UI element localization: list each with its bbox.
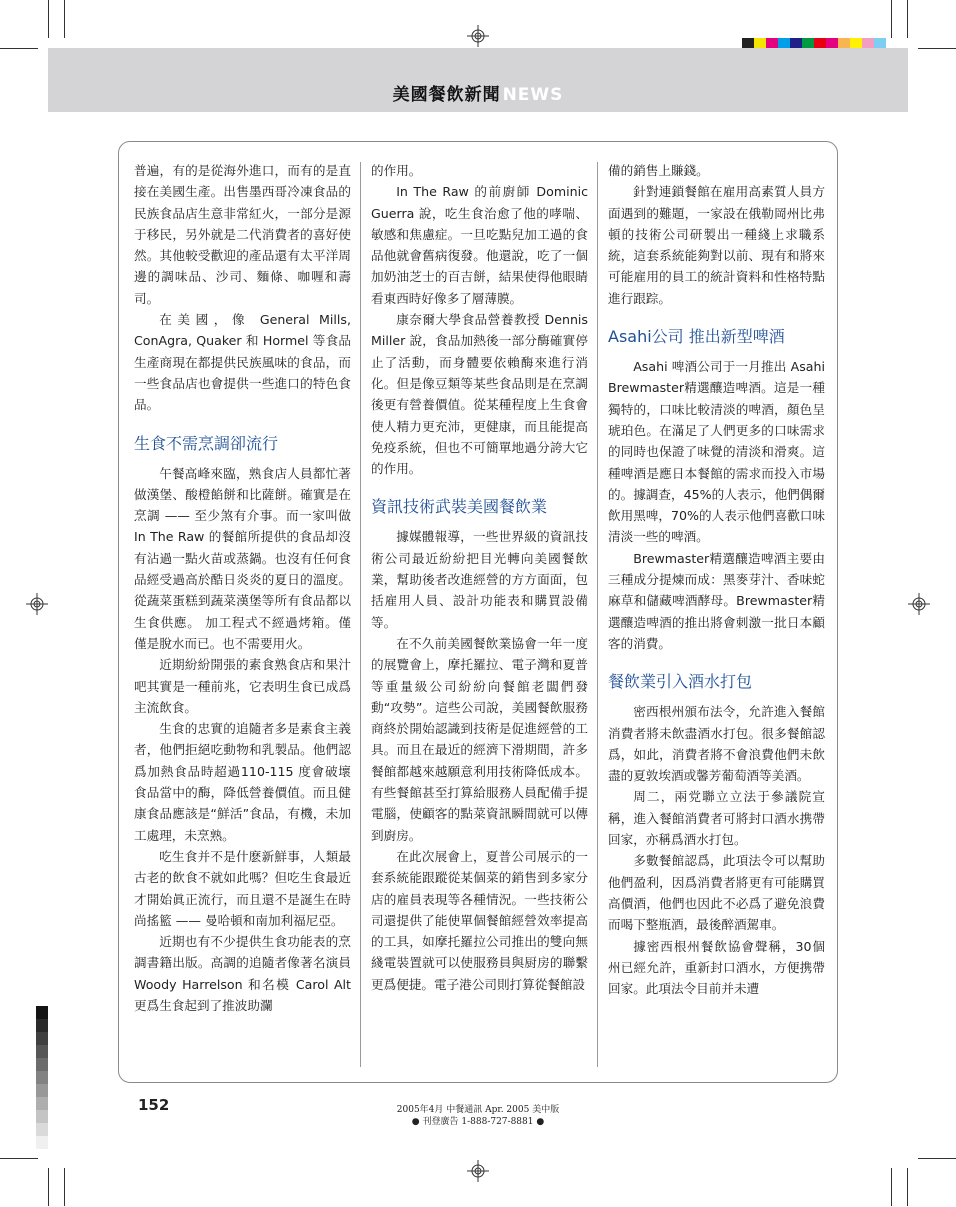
section-heading: Asahi公司 推出新型啤酒 (608, 327, 785, 347)
section-heading: 生食不需烹調卻流行 (134, 433, 279, 453)
article-paragraph: 近期也有不少提供生食功能表的烹調書籍出版。高調的追隨者像著名演員 Woody Harrelson 和名模 Carol Alt 更爲生食起到了推波助瀾 (134, 934, 351, 1013)
article-paragraph: 吃生食并不是什麽新鮮事，人類最古老的飲食不就如此嗎？但吃生食最近才開始眞正流行，而且還不是誕生在時尚搖籃 —— 曼哈頓和南加利福尼亞。 (134, 848, 351, 928)
crop-mark (64, 1168, 65, 1206)
registration-mark-icon (26, 593, 48, 615)
crop-mark (891, 1168, 892, 1206)
article-paragraph: 在不久前美國餐飲業協會一年一度的展覽會上，摩托羅拉、電子灣和夏普等重量級公司紛紛向餐館老闆們發動“攻勢”。這些公司說，美國餐飲服務商終於開始認識到技術是促進經營的工具。而且在最近的經濟下滑期間，許多餐館都越來越願意利用技術降低成本。有些餐館甚至打算給服務人員配備手提電腦，使顧客的點菜資訊瞬間就可以傳到廚房。 (371, 635, 588, 843)
article-paragraph: 周二，兩党聯立立法于參議院宣稱，進入餐館消費者可將封口酒水携帶回家，亦稱爲酒水打包。 (608, 789, 825, 848)
crop-mark (64, 0, 65, 38)
color-swatch (826, 38, 838, 48)
grayscale-swatch (36, 1084, 48, 1097)
grayscale-swatch (36, 1097, 48, 1110)
article-paragraph: 針對連鎖餐館在雇用高素質人員方面遇到的難題，一家設在俄勒岡州比弗頓的技術公司研製出一種綫上求職系統，這套系統能夠對以前、現有和將來可能雇用的員工的統計資料和性格特點進行跟踪。 (608, 184, 825, 306)
column-divider (360, 162, 361, 1067)
article-paragraph: Asahi 啤酒公司于一月推出 Asahi Brewmaster精選釀造啤酒。這是一種獨特的，口味比較清淡的啤酒，顏色呈琥珀色。在滿足了人們更多的口味需求的同時也保證了味覺的清淡和滑爽。這種啤酒是應日本餐館的需求而投入市場的。據調查，45%的人表示，他們偶爾飲用黑啤，70%的人表示他們喜歡口味清淡一些的啤酒。 (608, 359, 825, 545)
article-paragraph: 多數餐館認爲，此項法令可以幫助他們盈利，因爲消費者將更有可能購買高價酒，他們也因此不必爲了避免浪費而喝下整瓶酒，最後醉酒駕車。 (608, 853, 825, 933)
crop-mark (918, 1158, 956, 1159)
article-paragraph: 據媒體報導，一些世界級的資訊技術公司最近紛紛把目光轉向美國餐飲業，幫助後者改進經營的方方面面，包括雇用人員、設計功能表和購買設備等。 (371, 529, 588, 630)
grayscale-swatch (36, 1019, 48, 1032)
article-paragraph: 康奈爾大學食品營養教授 Dennis Miller 說，食品加熱後一部分酶確實停止了活動，而身體要依賴酶來進行消化。但是像豆類等某些食品則是在烹調後更有營養價值。從某種程度上生食會使人精力更充沛，更健康，而且能提高免疫系統，但也不可簡單地過分誇大它的作用。 (371, 312, 588, 477)
article-column-3 (608, 160, 825, 999)
grayscale-swatch (36, 1006, 48, 1019)
article-paragraph: 備的銷售上賺錢。 (608, 163, 709, 178)
article-paragraph: 的作用。 (371, 163, 422, 178)
color-swatch (850, 38, 862, 48)
article-paragraph: 普遍，有的是從海外進口，而有的是直接在美國生產。出售墨西哥冷凍食品的民族食品店生意非常紅火，一部分是源于移民，另外就是二代消費者的喜好使然。其他較受歡迎的產品還有太平洋周邊的調味品、沙司、麵條、咖喱和壽司。 (134, 163, 351, 306)
crop-mark (907, 0, 908, 38)
header-band (48, 48, 908, 112)
header-title-english: NEWS (502, 85, 564, 105)
article-column-2 (371, 160, 588, 995)
grayscale-swatch (36, 1045, 48, 1058)
registration-mark-icon (908, 593, 930, 615)
crop-mark (0, 1158, 38, 1159)
grayscale-swatch (36, 1110, 48, 1123)
color-calibration-bar (742, 38, 886, 48)
crop-mark (48, 0, 49, 38)
article-paragraph: 在此次展會上，夏普公司展示的一套系統能跟蹤從某個菜的銷售到多家分店的雇員表現等各種情況。一些技術公司還提供了能使單個餐館經營效率提高的工具，如摩托羅拉公司推出的雙向無綫電裝置就可以使服務員與厨房的聯繫更爲便捷。電子港公司則打算從餐館設 (371, 848, 588, 992)
header-title-chinese: 美國餐飲新聞 (392, 85, 501, 105)
color-swatch (874, 38, 886, 48)
crop-mark (48, 1168, 49, 1206)
crop-mark (918, 48, 956, 49)
article-paragraph: 生食的忠實的追隨者多是素食主義者，他們拒絕吃動物和乳製品。他們認爲加熱食品時超過110-115 度會破壞食品當中的酶，降低營養價值。而且健康食品應該是“鮮活”食品，有機，未加工處理，未烹熟。 (134, 721, 351, 843)
footer-issue-line: 2005年4月 中餐通訊 Apr. 2005 美中版 (396, 1105, 560, 1115)
color-swatch (814, 38, 826, 48)
grayscale-swatch (36, 1058, 48, 1071)
grayscale-swatch (36, 1071, 48, 1084)
article-paragraph: 據密西根州餐飲協會聲稱，30個州已經允許，重新封口酒水，方便携帶回家。此項法令目前并未遭 (608, 938, 825, 997)
article-paragraph: 近期紛紛開張的素食熟食店和果汁吧其實是一種前兆，它表明生食已成爲主流飲食。 (134, 657, 351, 715)
section-heading: 資訊技術武裝美國餐飲業 (371, 497, 548, 517)
color-swatch (862, 38, 874, 48)
article-paragraph: 在美國，像 General Mills, ConAgra, Quaker 和 Hormel 等食品生產商現在都提供民族風味的食品，而一些食品店也會提供一些進口的特色食品。 (134, 312, 351, 413)
color-swatch (766, 38, 778, 48)
grayscale-swatch (36, 1136, 48, 1149)
article-column-1 (134, 160, 351, 1016)
registration-mark-icon (467, 25, 489, 47)
page-header-title (48, 80, 908, 105)
article-paragraph: In The Raw 的前廚師 Dominic Guerra 說，吃生食治愈了他的哮喘、敏感和焦慮症。一旦吃點兒加工過的食品他就會舊病復發。他還說，吃了一個加奶油芝士的百吉餅，結果使得他眼睛看東西時好像多了層薄膜。 (371, 184, 588, 306)
registration-mark-icon (467, 1160, 489, 1182)
article-paragraph: 午餐高峰來臨，熟食店人員都忙著做漢堡、酸橙餡餅和比薩餅。確實是在烹調 —— 至少煞有介事。而一家叫做 In The Raw 的餐館所提供的食品却沒有沾過一點火苗或蒸鍋。也沒有任何食品經受過高於酷日炎炎的夏日的溫度。從蔬菜蛋糕到蔬菜漢堡等所有食品都以生食供應。 加工程式不經過烤箱。僅僅是脫水而已。也不需要用火。 (134, 465, 351, 651)
footer-advert-line: ● 刊登廣告 1-888-727-8881 ● (411, 1117, 545, 1127)
crop-mark (891, 0, 892, 38)
grayscale-swatch (36, 1123, 48, 1136)
color-swatch (778, 38, 790, 48)
grayscale-swatch (36, 1032, 48, 1045)
color-swatch (742, 38, 754, 48)
article-paragraph: 密西根州頒布法令，允許進入餐館消費者將未飲盡酒水打包。很多餐館認爲，如此，消費者將不會浪費他們未飲盡的夏敦埃酒或馨芳葡萄酒等美酒。 (608, 704, 825, 784)
color-swatch (790, 38, 802, 48)
page-number: 152 (138, 1096, 170, 1114)
color-swatch (754, 38, 766, 48)
section-heading: 餐飲業引入酒水打包 (608, 672, 753, 692)
color-swatch (802, 38, 814, 48)
crop-mark (907, 1168, 908, 1206)
color-swatch (838, 38, 850, 48)
article-paragraph: Brewmaster精選釀造啤酒主要由三種成分提煉而成：黑麥芽汁、香味蛇麻草和儲藏啤酒酵母。Brewmaster精選釀造啤酒的推出將會刺激一批日本顧客的消費。 (608, 550, 825, 651)
crop-mark (0, 48, 38, 49)
footer (0, 1104, 956, 1128)
column-divider (597, 162, 598, 1067)
